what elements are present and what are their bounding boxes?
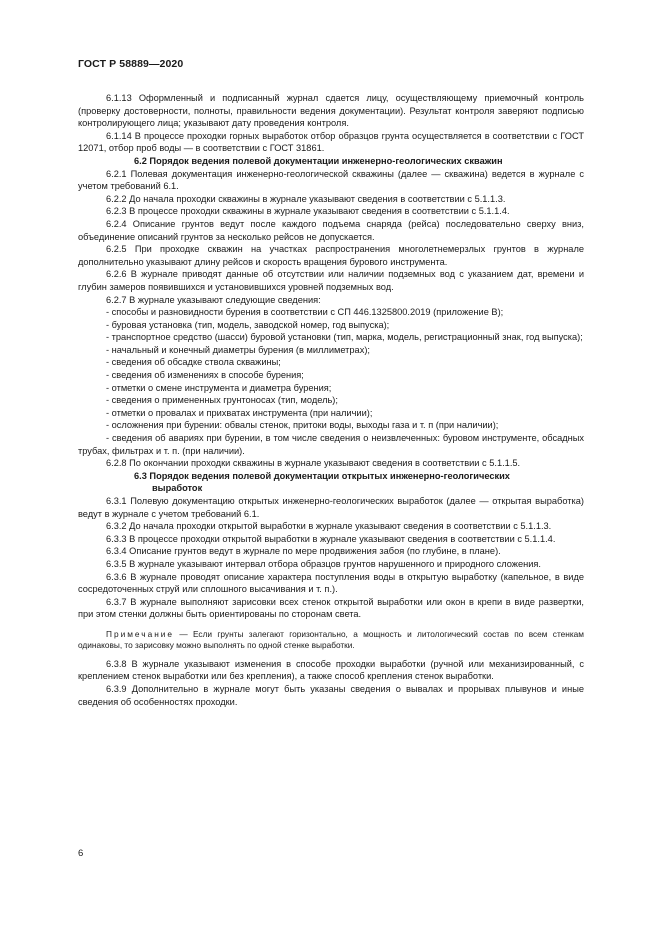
list-item: - отметки о провалах и прихватах инструмента (при наличии); [106, 407, 373, 418]
section-heading-6-3-line1: 6.3 Порядок ведения полевой документации открытых инженерно-геологических [134, 470, 510, 481]
paragraph-6-2-6: 6.2.6 В журнале приводят данные об отсутствии или наличии подземных вод с указанием дат, времени и глубин замеров появившихся и установившихся уровней подземных вод. [78, 269, 584, 292]
note [78, 629, 584, 652]
paragraph-6-3-5: 6.3.5 В журнале указывают интервал отбора образцов грунтов нарушенного и природного сложения. [106, 558, 541, 569]
paragraph-6-3-4: 6.3.4 Описание грунтов ведут в журнале по мере продвижения забоя (по глубине, в плане). [106, 546, 501, 557]
section-heading-6-3-line2: выработок [152, 483, 203, 494]
list-item: - сведения о примененных грунтоносах (тип, модель); [106, 395, 338, 406]
list-item: - транспортное средство (шасси) буровой установки (тип, марка, модель, регистрационный знак, год выпуска); [106, 332, 583, 343]
section-heading-6-3 [78, 470, 584, 495]
list-item: - осложнения при бурении: обвалы стенок, притоки воды, выходы газа и т. п (при наличии); [106, 420, 499, 431]
document-body [78, 92, 584, 708]
paragraph-6-3-1: 6.3.1 Полевую документацию открытых инженерно-геологических выработок (далее — открытая выработка) ведут в журнале с учетом требований 6.1. [78, 496, 584, 519]
paragraph-6-3-7: 6.3.7 В журнале выполняют зарисовки всех стенок открытой выработки или окон в крепи в виде развертки, при этом стенки должны быть ориентированы по сторонам света. [78, 596, 584, 620]
paragraph-6-3-3: 6.3.3 В процессе проходки открытой выработки в журнале указывают сведения в соответствии с 5.1.1.4. [106, 533, 556, 544]
paragraph-6-3-8: 6.3.8 В журнале указывают изменения в способе проходки выработки (ручной или механизированный, с креплением стенок выработки или без крепления), а также способ крепления стенок выработки. [78, 658, 584, 682]
paragraph-6-2-5: 6.2.5 При проходке скважин на участках распространения многолетнемерзлых грунтов в журнале дополнительно указывают длину рейсов и скорость вращения бурового инструмента. [78, 244, 584, 267]
page-number: 6 [78, 848, 84, 859]
document-header: ГОСТ Р 58889—2020 [78, 58, 184, 70]
paragraph-6-2-7: 6.2.7 В журнале указывают следующие сведения: [106, 294, 321, 305]
paragraph-6-2-2: 6.2.2 До начала проходки скважины в журнале указывают сведения в соответствии с 5.1.1.3. [106, 193, 506, 204]
list-item: - отметки о смене инструмента и диаметра бурения; [106, 382, 332, 393]
paragraph-6-1-13: 6.1.13 Оформленный и подписанный журнал сдается лицу, осуществляющему приемочный контроль (проверку достоверности, полноты, правильности ведения документации). Результат контроля заверяют подписью контролирующего лица; указывают дату проведения контроля. [78, 93, 584, 129]
note-label: Примечание [106, 628, 175, 639]
paragraph-6-2-4: 6.2.4 Описание грунтов ведут после каждого подъема снаряда (рейса) последовательно сверху вниз, объединение описаний грунтов за несколько рейсов не допускается. [78, 218, 584, 242]
list-item: - способы и разновидности бурения в соответствии с СП 446.1325800.2019 (приложение В); [106, 307, 504, 318]
section-heading-6-2: 6.2 Порядок ведения полевой документации инженерно-геологических скважин [134, 155, 503, 166]
paragraph-6-1-14: 6.1.14 В процессе проходки горных выработок отбор образцов грунта осуществляется в соответствии с ГОСТ 12071, отбор проб воды — в соответствии с ГОСТ 31861. [78, 130, 584, 154]
list-item: - сведения об изменениях в способе бурения; [106, 370, 304, 381]
note-text: — Если грунты залегают горизонтально, а мощность и литологический состав по всем стенкам одинаковы, то зарисовку можно выполнять по одной стенке выработки. [78, 628, 584, 651]
list-item: - буровая установка (тип, модель, заводской номер, год выпуска); [106, 319, 390, 330]
paragraph-6-2-8: 6.2.8 По окончании проходки скважины в журнале указывают сведения в соответствии с 5.1.1.5. [106, 458, 521, 469]
paragraph-6-3-6: 6.3.6 В журнале проводят описание характера поступления воды в открытую выработку (капельное, в виде сосредоточенных струй или сплошного высачивания и т. п.). [78, 571, 584, 595]
list-item: - начальный и конечный диаметры бурения (в миллиметрах); [106, 344, 370, 355]
paragraph-6-2-3: 6.2.3 В процессе проходки скважины в журнале указывают сведения в соответствии с 5.1.1.4. [106, 206, 510, 217]
paragraph-6-3-9: 6.3.9 Дополнительно в журнале могут быть указаны сведения о вывалах и прорывах плывунов и иные сведения об особенностях проходки. [78, 683, 584, 707]
list-item: - сведения об авариях при бурении, в том числе сведения о неизвлеченных: буровом инструменте, обсадных трубах, фильтрах и т. п. (при наличии). [78, 433, 584, 456]
paragraph-6-2-1: 6.2.1 Полевая документация инженерно-геологической скважины (далее — скважина) ведется в журнале с учетом требований 6.1. [78, 168, 584, 192]
list-item: - сведения об обсадке ствола скважины; [106, 357, 281, 368]
paragraph-6-3-2: 6.3.2 До начала проходки открытой выработки в журнале указывают сведения в соответствии с 5.1.1.3. [106, 521, 552, 532]
